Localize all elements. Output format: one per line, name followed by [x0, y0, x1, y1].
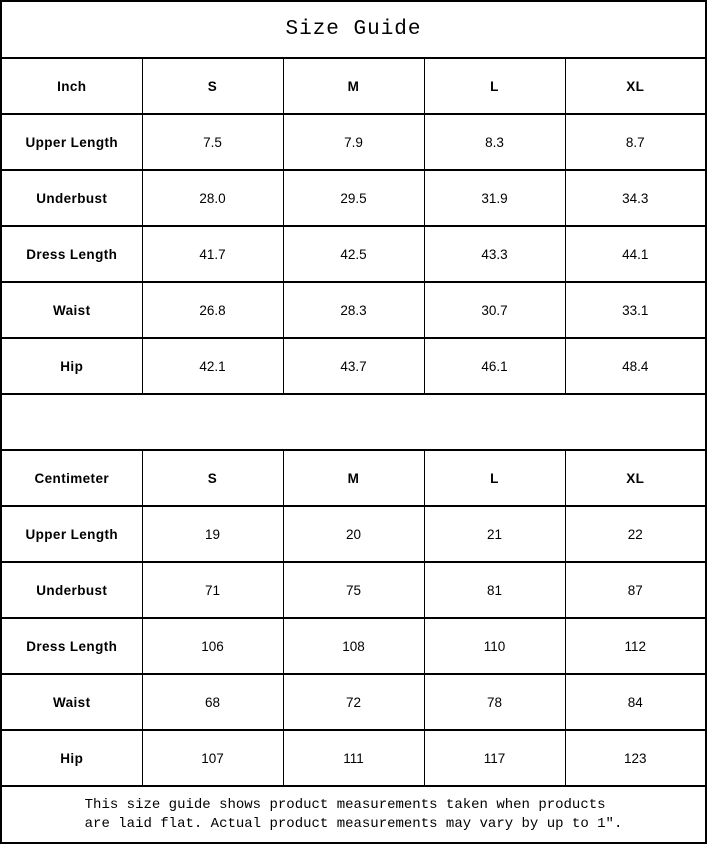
row-label-cell: Dress Length: [1, 618, 142, 674]
table-row-dress-length-inch: [1, 226, 706, 282]
cm-header-row: [1, 450, 706, 506]
value-cell: 42.1: [142, 338, 283, 394]
value-cell: 44.1: [565, 226, 706, 282]
row-label-cell: Upper Length: [1, 114, 142, 170]
size-header-l: L: [424, 58, 565, 114]
footer-note: [85, 796, 623, 834]
value-cell: 71: [142, 562, 283, 618]
unit-header-inch: Inch: [1, 58, 142, 114]
value-cell: 21: [424, 506, 565, 562]
value-cell: 19: [142, 506, 283, 562]
value-cell: 20: [283, 506, 424, 562]
value-cell: 112: [565, 618, 706, 674]
value-cell: 117: [424, 730, 565, 786]
table-row-hip-cm: [1, 730, 706, 786]
size-header-xl: XL: [565, 58, 706, 114]
value-cell: 81: [424, 562, 565, 618]
value-cell: 30.7: [424, 282, 565, 338]
row-label-cell: Underbust: [1, 562, 142, 618]
inch-header-row: [1, 58, 706, 114]
value-cell: 110: [424, 618, 565, 674]
value-cell: 108: [283, 618, 424, 674]
value-cell: 43.3: [424, 226, 565, 282]
footer-note-cell: [1, 786, 706, 843]
table-row-upper-length-cm: [1, 506, 706, 562]
value-cell: 41.7: [142, 226, 283, 282]
value-cell: 106: [142, 618, 283, 674]
spacer-cell: [1, 394, 706, 450]
value-cell: 26.8: [142, 282, 283, 338]
value-cell: 8.3: [424, 114, 565, 170]
row-label-cell: Waist: [1, 282, 142, 338]
value-cell: 22: [565, 506, 706, 562]
value-cell: 28.0: [142, 170, 283, 226]
value-cell: 72: [283, 674, 424, 730]
title-row: [1, 1, 706, 58]
size-header-m: M: [283, 450, 424, 506]
row-label-cell: Dress Length: [1, 226, 142, 282]
table-row-hip-inch: [1, 338, 706, 394]
footer-note-line2: are laid flat. Actual product measurements may vary by up to 1″.: [84, 815, 623, 832]
value-cell: 28.3: [283, 282, 424, 338]
table-row-underbust-inch: [1, 170, 706, 226]
value-cell: 75: [283, 562, 424, 618]
spacer-row: [1, 394, 706, 450]
size-header-xl: XL: [565, 450, 706, 506]
row-label-cell: Upper Length: [1, 506, 142, 562]
value-cell: 43.7: [283, 338, 424, 394]
footer-row: [1, 786, 706, 843]
table-row-upper-length-inch: [1, 114, 706, 170]
value-cell: 34.3: [565, 170, 706, 226]
value-cell: 48.4: [565, 338, 706, 394]
row-label-cell: Hip: [1, 338, 142, 394]
table-row-waist-cm: [1, 674, 706, 730]
size-header-s: S: [142, 450, 283, 506]
unit-header-centimeter: Centimeter: [1, 450, 142, 506]
table-row-waist-inch: [1, 282, 706, 338]
value-cell: 7.9: [283, 114, 424, 170]
value-cell: 68: [142, 674, 283, 730]
size-header-l: L: [424, 450, 565, 506]
table-row-dress-length-cm: [1, 618, 706, 674]
row-label-cell: Hip: [1, 730, 142, 786]
footer-note-line1: This size guide shows product measurements taken when products: [84, 796, 606, 813]
size-header-s: S: [142, 58, 283, 114]
value-cell: 29.5: [283, 170, 424, 226]
value-cell: 78: [424, 674, 565, 730]
value-cell: 87: [565, 562, 706, 618]
value-cell: 42.5: [283, 226, 424, 282]
value-cell: 7.5: [142, 114, 283, 170]
value-cell: 31.9: [424, 170, 565, 226]
table-row-underbust-cm: [1, 562, 706, 618]
page-title: Size Guide: [1, 1, 706, 58]
value-cell: 8.7: [565, 114, 706, 170]
value-cell: 107: [142, 730, 283, 786]
value-cell: 111: [283, 730, 424, 786]
row-label-cell: Underbust: [1, 170, 142, 226]
value-cell: 33.1: [565, 282, 706, 338]
value-cell: 46.1: [424, 338, 565, 394]
value-cell: 84: [565, 674, 706, 730]
row-label-cell: Waist: [1, 674, 142, 730]
value-cell: 123: [565, 730, 706, 786]
size-header-m: M: [283, 58, 424, 114]
